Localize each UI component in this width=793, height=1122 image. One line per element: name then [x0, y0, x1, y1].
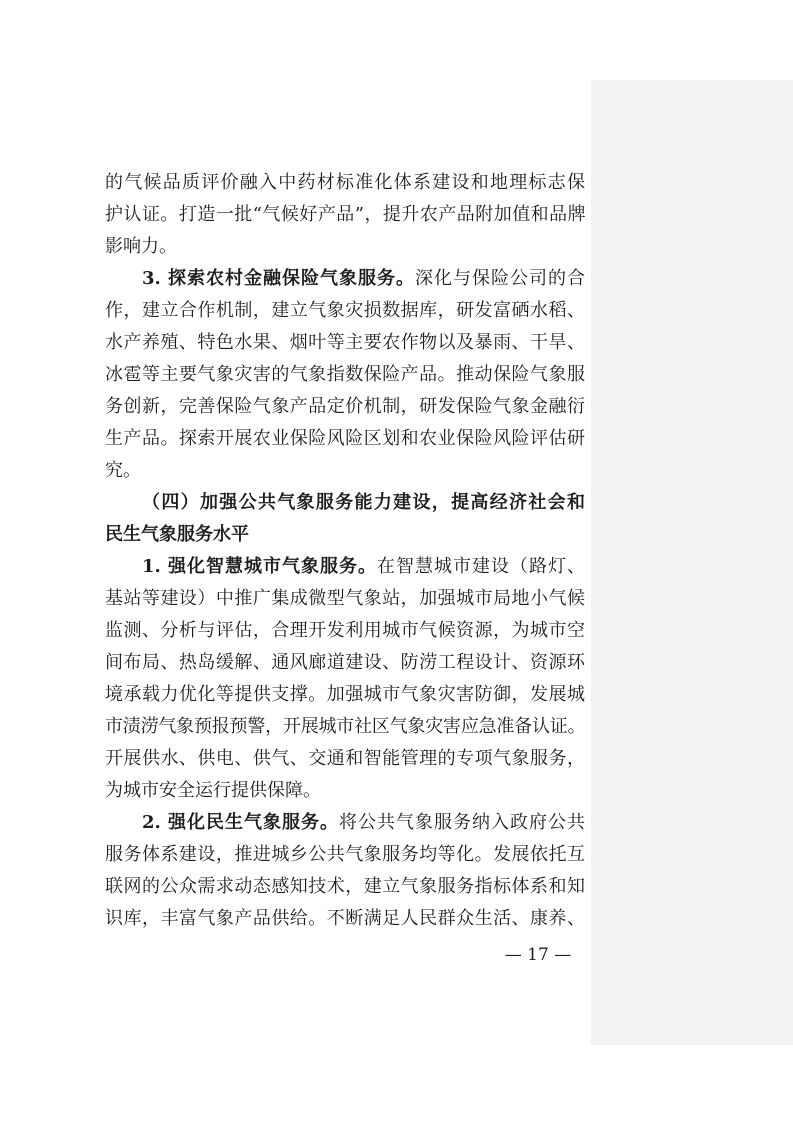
page-number: — 17 —: [504, 945, 572, 965]
text-line: 监测、分析与评估，合理开发利用城市气候资源，为城市空: [105, 620, 585, 641]
text-line: 基站等建设）中推广集成微型气象站，加强城市局地小气候: [105, 588, 585, 609]
text-line: 冰雹等主要气象灾害的气象指数保险产品。推动保险气象服: [105, 364, 585, 385]
item-1-heading: 1. 强化智慧城市气象服务。: [142, 556, 378, 577]
item-3-text: 深化与保险公司的合: [415, 268, 586, 289]
text-line: 的气候品质评价融入中药材标准化体系建设和地理标志保: [105, 172, 585, 193]
item-3-heading: 3. 探索农村金融保险气象服务。: [142, 268, 416, 289]
text-line: 开展供水、供电、供气、交通和智能管理的专项气象服务，: [105, 748, 585, 769]
item-2-first-line: [105, 807, 585, 839]
text-line: 护认证。打造一批“气候好产品”，提升农产品附加值和品牌: [105, 204, 585, 225]
text-line: 影响力。: [105, 236, 177, 257]
text-line: 作，建立合作机制，建立气象灾损数据库，研发富硒水稻、: [105, 300, 585, 321]
item-2-text: 将公共气象服务纳入政府公共: [339, 812, 585, 833]
text-line: 间布局、热岛缓解、通风廊道建设、防涝工程设计、资源环: [105, 652, 585, 673]
section-heading: （四）加强公共气象服务能力建设，提高经济社会和: [142, 492, 585, 513]
text-line: 服务体系建设，推进城乡公共气象服务均等化。发展依托互: [105, 844, 585, 865]
item-3-first-line: [105, 263, 585, 295]
item-2-heading: 2. 强化民生气象服务。: [142, 812, 340, 833]
text-line: 务创新，完善保险气象产品定价机制，研发保险气象金融衍: [105, 396, 585, 417]
text-line: 境承载力优化等提供支撑。加强城市气象灾害防御，发展城: [105, 684, 585, 705]
text-line: 水产养殖、特色水果、烟叶等主要农作物以及暴雨、干旱、: [105, 332, 585, 353]
text-line: 联网的公众需求动态感知技术，建立气象服务指标体系和知: [105, 876, 585, 897]
text-line: 市渍涝气象预报预警，开展城市社区气象灾害应急准备认证。: [105, 716, 585, 737]
text-line: 究。: [105, 460, 141, 481]
page-body: [105, 167, 585, 935]
text-line: 生产品。探索开展农业保险风险区划和农业保险风险评估研: [105, 428, 585, 449]
comment-pane: [591, 80, 793, 1045]
text-line: 为城市安全运行提供保障。: [105, 780, 321, 801]
item-1-text: 在智慧城市建设（路灯、: [377, 556, 586, 577]
item-1-first-line: [105, 551, 585, 583]
section-heading: 民生气象服务水平: [105, 524, 249, 545]
text-line: 识库，丰富气象产品供给。不断满足人民群众生活、康养、: [105, 908, 585, 929]
